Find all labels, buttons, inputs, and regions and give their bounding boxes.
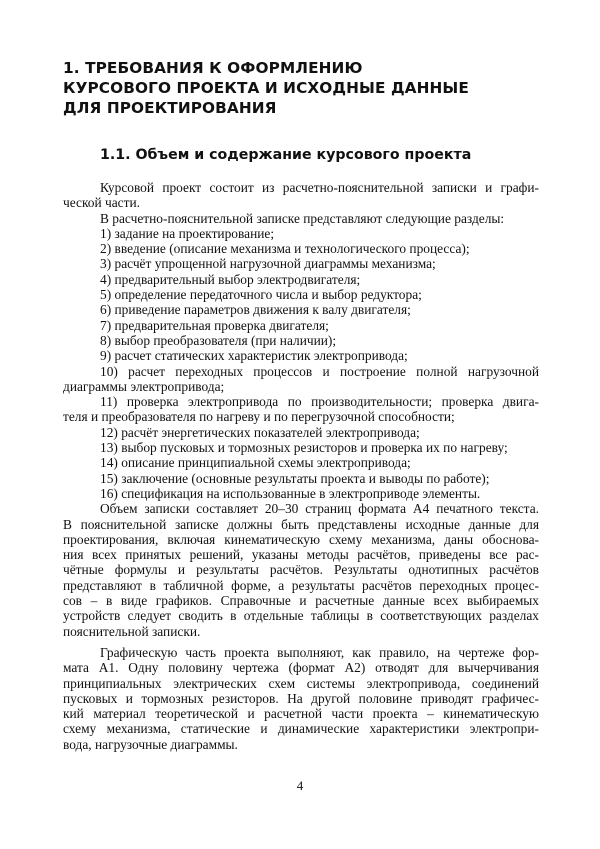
text-line: проектирования, включая кинематическую схему механизма, даны обоснова- bbox=[63, 531, 539, 547]
list-item: 12) расчёт энергетических показателей электропривода; bbox=[100, 424, 420, 440]
text-line: ния всех принятых решений, указаны методы расчётов, приведены все рас- bbox=[63, 547, 539, 563]
page-number: 4 bbox=[296, 778, 304, 793]
list-item: 16) спецификация на использованные в электроприводе элементы. bbox=[100, 485, 481, 501]
list-item: 3) расчёт упрощенной нагрузочной диаграммы механизма; bbox=[100, 256, 436, 272]
chapter-heading-line: КУРСОВОГО ПРОЕКТА И ИСХОДНЫЕ ДАННЫЕ bbox=[63, 79, 469, 97]
chapter-heading bbox=[63, 58, 543, 118]
text-line: кий материал теоретической и расчетной части проекта – кинематическую bbox=[63, 706, 539, 722]
list-item: 2) введение (описание механизма и технологического процесса); bbox=[100, 241, 470, 257]
list-item: 9) расчет статических характеристик электропривода; bbox=[100, 348, 408, 364]
list-item: 6) приведение параметров движения к валу двигателя; bbox=[100, 302, 411, 318]
list-item: 11) проверка электропривода по производительности; проверка двига- bbox=[100, 394, 539, 410]
list-item: 1) задание на проектирование; bbox=[100, 225, 275, 241]
list-item: 15) заключение (основные результаты проекта и выводы по работе); bbox=[100, 470, 490, 486]
list-item: 14) описание принципиальной схемы электропривода; bbox=[100, 455, 411, 471]
text-line: пусковых и тормозных резисторов. На другой половине приводят графичес- bbox=[63, 690, 539, 706]
section-heading: 1.1. Объем и содержание курсового проекта bbox=[100, 147, 472, 163]
list-item-continuation: диаграммы электропривода; bbox=[63, 378, 225, 394]
text-line: Курсовой проект состоит из расчетно-пояснительной записки и графи- bbox=[100, 180, 539, 195]
text-line: чётные формулы и результаты расчётов. Результаты однотипных расчётов bbox=[63, 562, 539, 578]
list-item: 10) расчет переходных процессов и построение полной нагрузочной bbox=[100, 363, 539, 379]
text-line: ческой части. bbox=[63, 195, 140, 211]
text-line: мата А1. Одну половину чертежа (формат А2) отводят для вычерчивания bbox=[63, 660, 539, 676]
text-line: принципиальных электрических схем системы электропривода, соединений bbox=[63, 675, 539, 691]
chapter-heading-line: ДЛЯ ПРОЕКТИРОВАНИЯ bbox=[63, 99, 277, 117]
list-item: 7) предварительная проверка двигателя; bbox=[100, 317, 329, 333]
text-line: вода, нагрузочные диаграммы. bbox=[63, 736, 238, 752]
list-item: 4) предварительный выбор электродвигателя; bbox=[100, 271, 361, 287]
body-text bbox=[63, 180, 539, 752]
list-item: 5) определение передаточного числа и выбор редуктора; bbox=[100, 287, 422, 303]
text-line: Графическую часть проекта выполняют, как правило, на чертеже фор- bbox=[100, 644, 539, 660]
text-line: устройств следует сводить в отдельные таблицы в соответствующих разделах bbox=[63, 608, 539, 624]
chapter-heading-line: 1. ТРЕБОВАНИЯ К ОФОРМЛЕНИЮ bbox=[63, 59, 363, 77]
text-line: В расчетно-пояснительной записке представляют следующие разделы: bbox=[100, 210, 505, 226]
list-item: 13) выбор пусковых и тормозных резисторов и проверка их по нагреву; bbox=[100, 440, 508, 456]
list-item: 8) выбор преобразователя (при наличии); bbox=[100, 332, 337, 348]
text-line: сов – в виде графиков. Справочные и расчетные данные всех выбираемых bbox=[63, 593, 539, 609]
text-line: пояснительной записки. bbox=[63, 623, 201, 639]
text-line: В пояснительной записке должны быть представлены исходные данные для bbox=[63, 516, 539, 532]
text-line: Объем записки составляет 20–30 страниц формата А4 печатного текста. bbox=[100, 501, 539, 517]
text-line: схему механизма, статические и динамические характеристики электропри- bbox=[63, 721, 539, 737]
text-line: представляют в табличной форме, а результаты расчётов переходных процес- bbox=[63, 577, 539, 593]
list-item-continuation: теля и преобразователя по нагреву и по перегрузочной способности; bbox=[63, 409, 455, 425]
